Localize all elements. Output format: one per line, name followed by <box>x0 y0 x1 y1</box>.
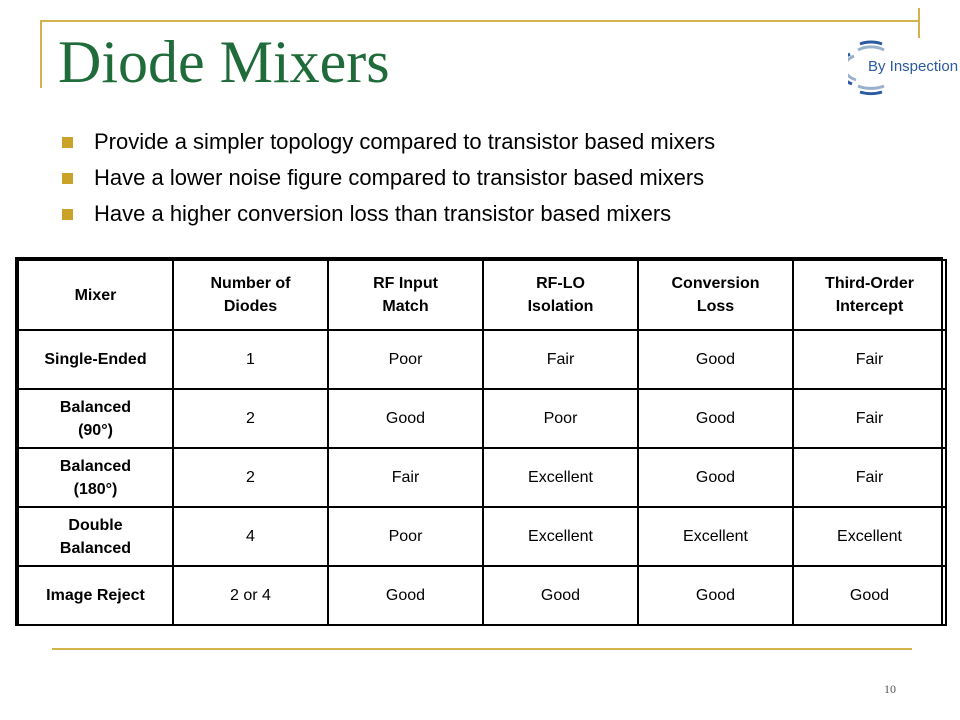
bullet-item <box>62 160 715 196</box>
table-cell: Fair <box>793 448 946 507</box>
table-row <box>18 448 946 507</box>
row-label: Balanced (90°) <box>18 389 173 448</box>
left-divider <box>40 20 42 88</box>
table-cell: Good <box>638 448 793 507</box>
bullet-text: Have a higher conversion loss than transistor based mixers <box>94 201 672 226</box>
table-cell: Excellent <box>483 448 638 507</box>
logo-text: By Inspection <box>868 58 959 75</box>
table-cell: Good <box>328 566 483 625</box>
table-cell: Good <box>793 566 946 625</box>
table-cell: Excellent <box>638 507 793 566</box>
bottom-divider <box>52 648 912 650</box>
table-cell: Fair <box>328 448 483 507</box>
table-cell: Fair <box>483 330 638 389</box>
table-row <box>18 389 946 448</box>
header-mixer: Mixer <box>18 260 173 330</box>
header-third-order-intercept: Third-Order Intercept <box>793 260 946 330</box>
table-cell: Good <box>638 566 793 625</box>
table-cell: Fair <box>793 389 946 448</box>
table-cell: 2 or 4 <box>173 566 328 625</box>
bullet-text: Provide a simpler topology compared to transistor based mixers <box>94 129 716 154</box>
table-cell: Good <box>483 566 638 625</box>
top-divider <box>40 20 920 22</box>
bullet-marker-icon <box>62 137 73 148</box>
table-cell: Fair <box>793 330 946 389</box>
table-cell: Good <box>638 330 793 389</box>
bullet-list <box>62 124 715 232</box>
row-label: Double Balanced <box>18 507 173 566</box>
row-label: Single-Ended <box>18 330 173 389</box>
bullet-text: Have a lower noise figure compared to transistor based mixers <box>94 165 705 190</box>
table-cell: 4 <box>173 507 328 566</box>
bullet-item <box>62 196 715 232</box>
row-label: Image Reject <box>18 566 173 625</box>
table-row <box>18 507 946 566</box>
table-cell: Poor <box>483 389 638 448</box>
header-rf-input-match: RF Input Match <box>328 260 483 330</box>
row-label: Balanced (180°) <box>18 448 173 507</box>
bullet-item <box>62 124 715 160</box>
table-cell: Good <box>328 389 483 448</box>
table-row <box>18 330 946 389</box>
logo <box>848 36 959 98</box>
page-number: 10 <box>884 682 896 696</box>
table-cell: 2 <box>173 448 328 507</box>
header-number-of-diodes: Number of Diodes <box>173 260 328 330</box>
header-conversion-loss: Conversion Loss <box>638 260 793 330</box>
table-cell: Excellent <box>793 507 946 566</box>
table-cell: 1 <box>173 330 328 389</box>
right-divider <box>918 8 920 38</box>
table-cell: Good <box>638 389 793 448</box>
table-header-row <box>18 260 946 330</box>
table-cell: Poor <box>328 330 483 389</box>
table-row <box>18 566 946 625</box>
slide-title: Diode Mixers <box>58 29 390 95</box>
header-rf-lo-isolation: RF-LO Isolation <box>483 260 638 330</box>
table-cell: Excellent <box>483 507 638 566</box>
table-cell: Poor <box>328 507 483 566</box>
bullet-marker-icon <box>62 173 73 184</box>
bullet-marker-icon <box>62 209 73 220</box>
mixer-comparison-table <box>15 257 943 626</box>
table-cell: 2 <box>173 389 328 448</box>
